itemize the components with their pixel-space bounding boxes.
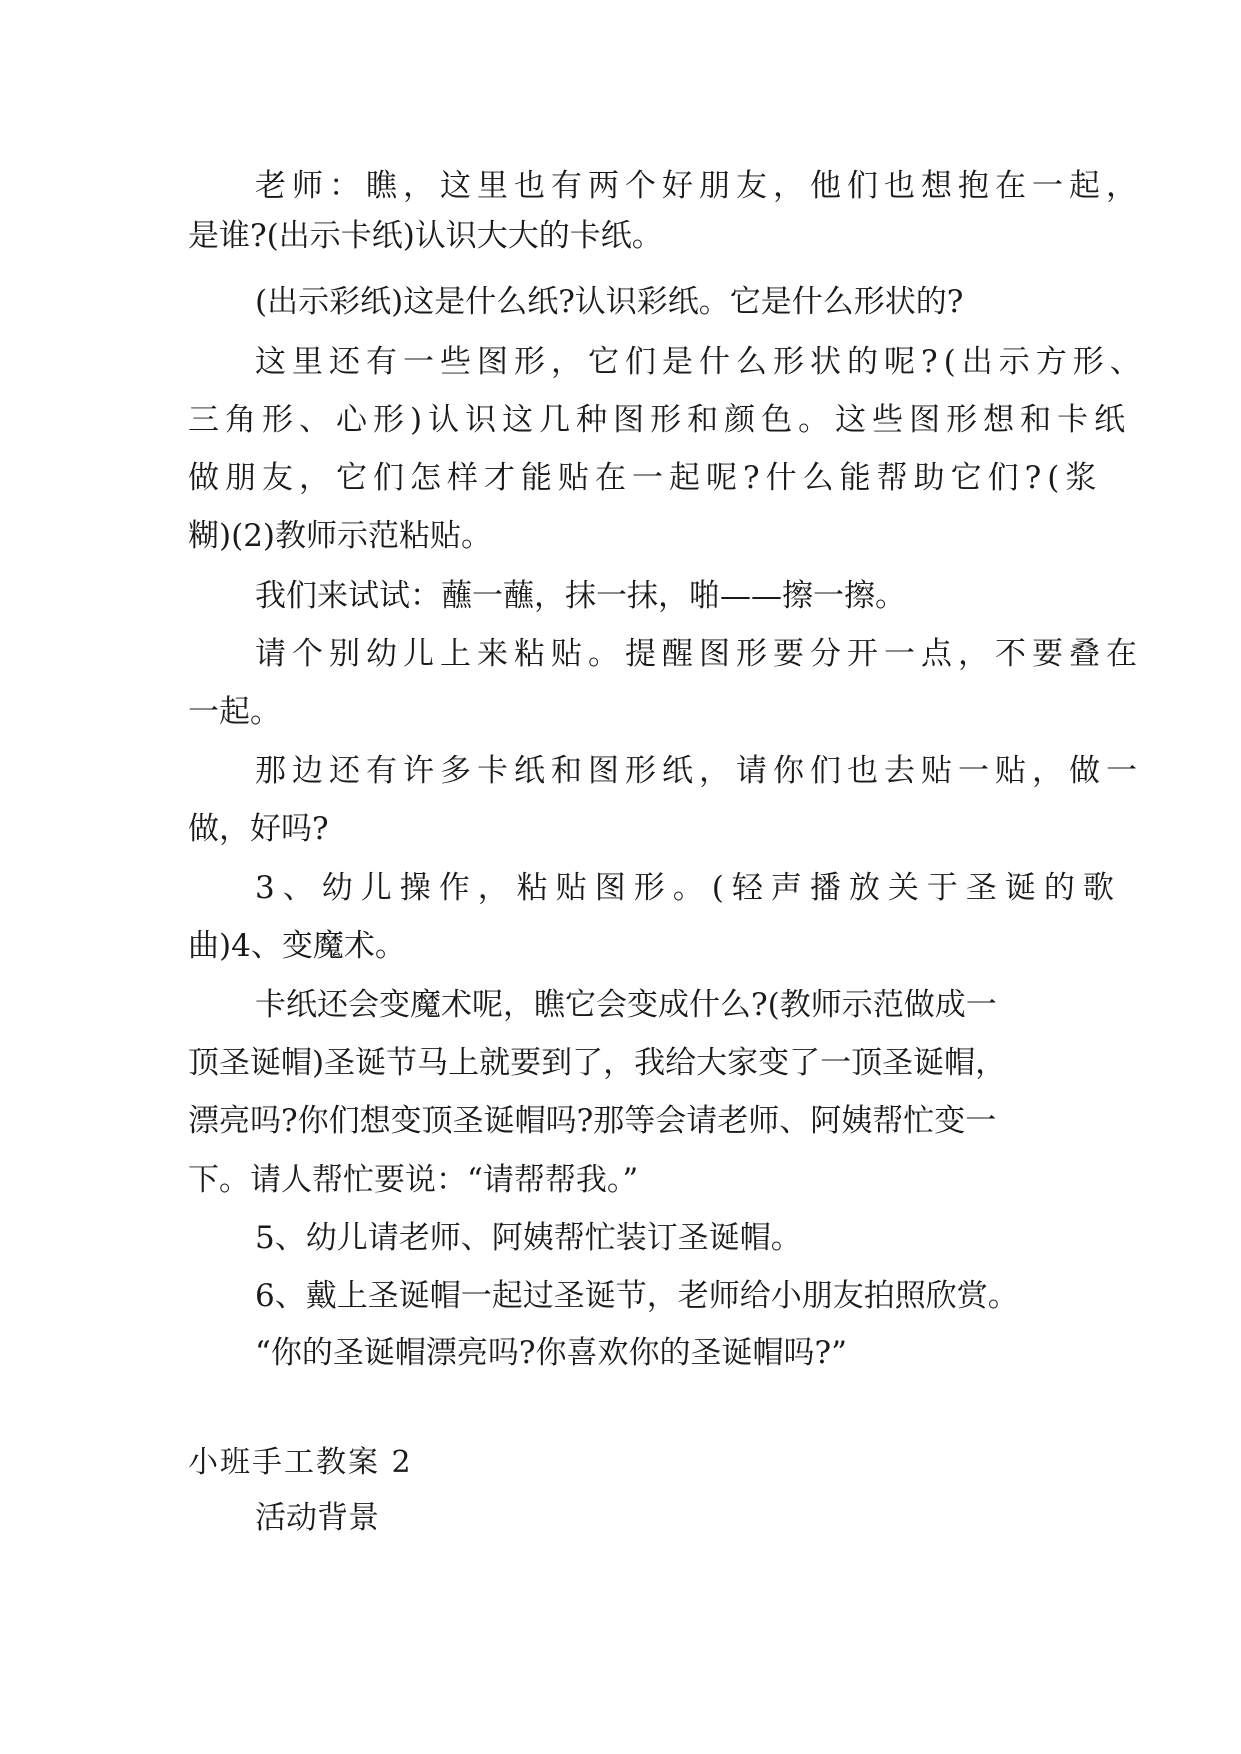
paragraph-line: 5、幼儿请老师、阿姨帮忙装订圣诞帽。 [255,1220,802,1256]
paragraph-line: 卡纸还会变魔术呢，瞧它会变成什么?(教师示范做成一 [255,987,997,1023]
paragraph-line: 三角形、心形)认识这几种图形和颜色。这些图形想和卡纸 [188,402,1132,438]
paragraph-line: “你的圣诞帽漂亮吗?你喜欢你的圣诞帽吗?” [255,1335,847,1371]
paragraph-line: 是谁?(出示卡纸)认识大大的卡纸。 [188,218,663,254]
paragraph-line: 请个别幼儿上来粘贴。提醒图形要分开一点，不要叠在 [255,636,1143,672]
paragraph-line: 下。请人帮忙要说：“请帮帮我。” [188,1162,639,1198]
paragraph-line: 曲)4、变魔术。 [188,928,406,964]
paragraph-line: 我们来试试：蘸一蘸，抹一抹，啪——擦一擦。 [255,578,906,614]
section-title: 小班手工教案 2 [188,1445,413,1480]
paragraph-line: 做朋友，它们怎样才能贴在一起呢?什么能帮助它们?(浆 [188,460,1103,496]
paragraph-line: 顶圣诞帽)圣诞节马上就要到了，我给大家变了一顶圣诞帽， [188,1045,1007,1081]
paragraph-line: 3、幼儿操作，粘贴图形。(轻声播放关于圣诞的歌 [255,870,1122,906]
paragraph-line: 老师：瞧，这里也有两个好朋友，他们也想抱在一起， [255,168,1143,204]
paragraph-line: 糊)(2)教师示范粘贴。 [188,518,493,554]
paragraph-line: 一起。 [188,694,281,730]
paragraph-line: 这里还有一些图形，它们是什么形状的呢?(出示方形、 [255,344,1147,380]
paragraph-line: 漂亮吗?你们想变顶圣诞帽吗?那等会请老师、阿姨帮忙变一 [188,1103,997,1139]
paragraph-line: 那边还有许多卡纸和图形纸，请你们也去贴一贴，做一 [255,753,1143,789]
paragraph-line: 做，好吗? [188,811,329,847]
section-subtitle: 活动背景 [255,1500,379,1536]
paragraph-line: (出示彩纸)这是什么纸?认识彩纸。它是什么形状的? [255,284,964,320]
paragraph-line: 6、戴上圣诞帽一起过圣诞节，老师给小朋友拍照欣赏。 [255,1278,1019,1314]
